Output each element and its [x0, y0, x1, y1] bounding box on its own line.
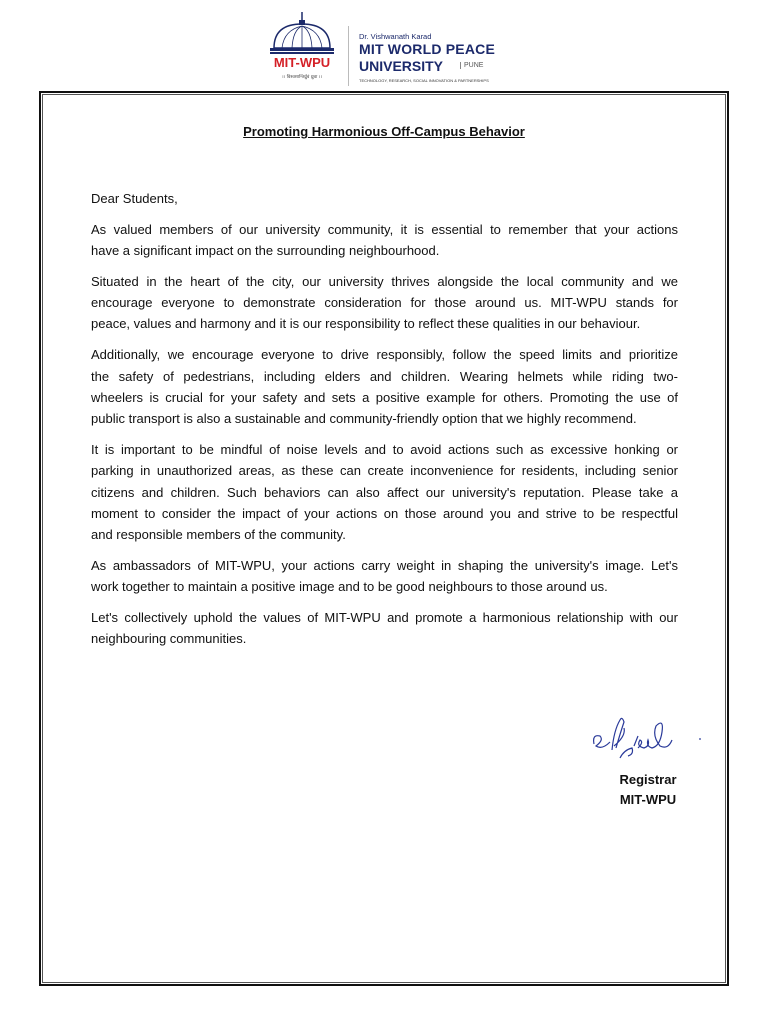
signatory-block: [598, 770, 698, 810]
letter-paragraph: [91, 344, 678, 429]
paragraph-line: peace, values and harmony and it is our responsibility to reflect these qualities in our behaviour.: [91, 316, 641, 332]
logo-name-line1: MIT WORLD PEACE: [359, 41, 495, 57]
paragraph-line: work together to maintain a positive image and to be good neighbours to those around us.: [91, 579, 608, 595]
letter-title-text: Promoting Harmonious Off-Campus Behavior: [243, 124, 525, 139]
logo-name-line2: UNIVERSITY: [359, 58, 444, 74]
logo-divider: [348, 26, 349, 86]
paragraph-line: Dear Students,: [91, 191, 178, 206]
university-letterhead: [262, 8, 512, 83]
paragraph-line: wheelers is crucial for your safety and sets a positive example for others. Promoting the use of: [91, 389, 678, 405]
paragraph-line: public transport is also a sustainable and community-friendly option that we highly recommend.: [91, 411, 637, 427]
letter-paragraph: [91, 555, 678, 598]
letter-paragraph: [91, 439, 678, 545]
letter-paragraph: [91, 188, 678, 209]
letter-body: [91, 188, 678, 659]
paragraph-line: As ambassadors of MIT-WPU, your actions carry weight in shaping the university's image. Let's: [91, 557, 678, 573]
emblem-motto: ।। विश्वशान्तिर्ध्रुवं ध्रुवा ।।: [281, 75, 323, 80]
paragraph-line: encourage everyone to demonstrate consideration for those around us. MIT-WPU stands for: [91, 295, 678, 311]
university-dome-logo: [262, 8, 342, 83]
paragraph-line: It is important to be mindful of noise levels and to avoid actions such as excessive honking or: [91, 441, 678, 457]
paragraph-line: the safety of pedestrians, including elders and children. Wearing helmets while riding two-: [91, 368, 678, 384]
letter-paragraph: [91, 271, 678, 335]
paragraph-line: As valued members of our university community, it is essential to remember that your actions: [91, 221, 678, 237]
paragraph-line: Let's collectively uphold the values of MIT-WPU and promote a harmonious relationship with our: [91, 610, 678, 626]
paragraph-line: citizens and children. Such behaviors can also affect our university's reputation. Please take a: [91, 484, 678, 500]
logo-city: PUNE: [460, 62, 483, 69]
letter-title: [0, 124, 768, 139]
emblem-text: MIT-WPU: [273, 55, 331, 70]
paragraph-line: and responsible members of the community.: [91, 527, 346, 543]
letter-paragraph: [91, 219, 678, 262]
paragraph-line: Situated in the heart of the city, our university thrives alongside the local community and we: [91, 273, 678, 289]
paragraph-line: Additionally, we encourage everyone to drive responsibly, follow the speed limits and prioritize: [91, 347, 678, 363]
signatory-role: Registrar: [619, 772, 677, 787]
paragraph-line: moment to consider the impact of your actions on those around you and strive to be respectful: [91, 505, 678, 521]
signatory-org: MIT-WPU: [619, 792, 677, 807]
paragraph-line: neighbouring communities.: [91, 631, 247, 647]
registrar-signature: [590, 706, 710, 761]
paragraph-line: have a significant impact on the surrounding neighbourhood.: [91, 243, 440, 259]
logo-tagline: TECHNOLOGY, RESEARCH, SOCIAL INNOVATION & PARTNERSHIPS: [359, 78, 489, 83]
letter-paragraph: [91, 607, 678, 650]
logo-prefix: Dr. Vishwanath Karad: [359, 32, 432, 41]
paragraph-line: parking in unauthorized areas, as these can create inconvenience for residents, including senior: [91, 463, 678, 479]
